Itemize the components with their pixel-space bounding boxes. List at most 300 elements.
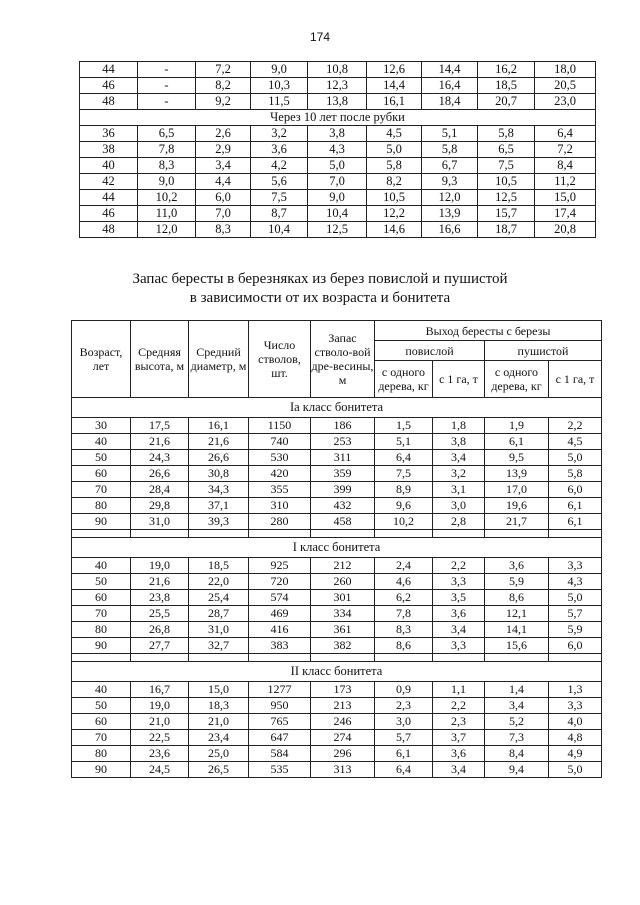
table-cell: 23,8 [131,590,189,606]
table-cell: 4,4 [196,174,251,190]
table-cell: 6,1 [549,498,602,514]
table-row [80,222,596,238]
table-row [72,466,602,482]
table-cell: 21,0 [189,714,249,730]
table-cell: 6,5 [478,142,535,158]
table-cell: 1150 [249,418,311,434]
table-cell: 4,5 [549,434,602,450]
table-cell: 5,1 [422,126,478,142]
table-cell: 4,3 [308,142,367,158]
table-row [72,498,602,514]
table-cell: 18,5 [478,78,535,94]
spacer-row [72,654,602,662]
table-cell: 8,7 [251,206,308,222]
table-cell: 70 [72,606,131,622]
table-cell: 9,0 [138,174,196,190]
table-cell: 26,6 [189,450,249,466]
table-cell: 60 [72,590,131,606]
table-cell: 3,3 [549,558,602,574]
table-cell: 310 [249,498,311,514]
table-cell: 212 [311,558,375,574]
site-class-label: Iа класс бонитета [72,398,602,418]
header-age: Возраст, лет [72,321,131,398]
table-cell: 20,7 [478,94,535,110]
table-cell: 48 [80,94,138,110]
table-cell: 925 [249,558,311,574]
header-stems: Число стволов, шт. [249,321,311,398]
table-row [80,158,596,174]
table-cell: 3,0 [433,498,485,514]
table-cell: 12,5 [308,222,367,238]
table-cell: 12,1 [485,606,549,622]
table-row [80,206,596,222]
table-cell: 24,3 [131,450,189,466]
table-row [72,622,602,638]
table-cell: 10,4 [308,206,367,222]
spacer-cell [249,530,311,538]
subheader-after-felling: Через 10 лет после рубки [80,110,596,126]
table-cell: 5,1 [375,434,433,450]
table-cell: 2,2 [433,698,485,714]
table-cell: 5,9 [549,622,602,638]
table-cell: 28,4 [131,482,189,498]
table-cell: 14,6 [367,222,422,238]
table-cell: 50 [72,698,131,714]
table-cell: 3,0 [375,714,433,730]
table-cell: 18,3 [189,698,249,714]
table-cell: 17,5 [131,418,189,434]
table-cell: 382 [311,638,375,654]
table-cell: 22,0 [189,574,249,590]
table-cell: 16,7 [131,682,189,698]
table-row [72,682,602,698]
table-cell: 18,4 [422,94,478,110]
table-cell: 44 [80,190,138,206]
table-cell: 3,1 [433,482,485,498]
table-cell: 6,0 [196,190,251,206]
spacer-cell [311,654,375,662]
table-cell: 7,8 [375,606,433,622]
table-cell: 7,2 [535,142,596,158]
table-cell: 8,6 [485,590,549,606]
table-cell: 25,0 [189,746,249,762]
table-cell: 4,3 [549,574,602,590]
table-cell: 10,5 [478,174,535,190]
table-cell: 10,2 [138,190,196,206]
table-cell: 399 [311,482,375,498]
table-cell: 80 [72,746,131,762]
table-cell: 17,4 [535,206,596,222]
table-cell: 7,2 [196,62,251,78]
table-cell: 9,6 [375,498,433,514]
site-class-label: II класс бонитета [72,662,602,682]
table-cell: 39,3 [189,514,249,530]
table-cell: 4,2 [251,158,308,174]
table-cell: 4,8 [549,730,602,746]
table-cell: 740 [249,434,311,450]
table-cell: 173 [311,682,375,698]
table-cell: 16,2 [478,62,535,78]
table-cell: 40 [80,158,138,174]
table-cell: 50 [72,574,131,590]
spacer-cell [433,654,485,662]
table-cell: 16,1 [367,94,422,110]
spacer-cell [249,654,311,662]
table-cell: 19,0 [131,698,189,714]
table-cell: 359 [311,466,375,482]
table-cell: 9,4 [485,762,549,778]
table-cell: 5,9 [485,574,549,590]
table-cell: 15,0 [189,682,249,698]
table-cell: 3,7 [433,730,485,746]
table-cell: 4,0 [549,714,602,730]
table-cell: 15,0 [535,190,596,206]
table-row [72,450,602,466]
table-row [72,434,602,450]
table-row [72,698,602,714]
table-cell: 469 [249,606,311,622]
table-cell: 535 [249,762,311,778]
table-cell: 9,3 [422,174,478,190]
table-cell: 46 [80,206,138,222]
table-cell: 17,0 [485,482,549,498]
table-row [72,762,602,778]
site-class-label-row [72,398,602,418]
table-cell: 416 [249,622,311,638]
table-cell: 0,9 [375,682,433,698]
table-cell: 14,1 [485,622,549,638]
table-cell: 334 [311,606,375,622]
table-cell: 5,0 [367,142,422,158]
table-cell: 16,6 [422,222,478,238]
header-diameter: Средний диаметр, м [189,321,249,398]
table-cell: 60 [72,466,131,482]
spacer-cell [189,654,249,662]
table-cell: 7,5 [251,190,308,206]
table-cell: 9,0 [308,190,367,206]
table-cell: 36 [80,126,138,142]
table-cell: 3,4 [433,622,485,638]
table-cell: 40 [72,434,131,450]
table-cell: 10,3 [251,78,308,94]
table-cell: 11,5 [251,94,308,110]
table-cell: 420 [249,466,311,482]
continued-table-body [80,62,596,238]
table-row [72,730,602,746]
table-cell: 30,8 [189,466,249,482]
site-class-label-row [72,538,602,558]
table-cell: 8,4 [485,746,549,762]
table-cell: 296 [311,746,375,762]
table-cell: 25,4 [189,590,249,606]
table-cell: 18,0 [535,62,596,78]
table-cell: 5,0 [308,158,367,174]
table-cell: 6,1 [549,514,602,530]
table-cell: 3,4 [433,450,485,466]
table-cell: 34,3 [189,482,249,498]
table-cell: 10,8 [308,62,367,78]
table-cell: 432 [311,498,375,514]
table-cell: 280 [249,514,311,530]
table-cell: 24,5 [131,762,189,778]
table-cell: 27,7 [131,638,189,654]
spacer-cell [131,530,189,538]
table-cell: 2,2 [549,418,602,434]
table-cell: 12,3 [308,78,367,94]
spacer-row [72,530,602,538]
table-row [72,482,602,498]
table-cell: 313 [311,762,375,778]
table-cell: 3,6 [433,746,485,762]
table-cell: 4,5 [367,126,422,142]
page-number: 174 [309,30,331,44]
table-cell: 4,6 [375,574,433,590]
table-cell: 765 [249,714,311,730]
table-cell: 42 [80,174,138,190]
table-cell: 213 [311,698,375,714]
table-cell: 25,5 [131,606,189,622]
table-row [80,190,596,206]
table-cell: 5,0 [549,590,602,606]
table-cell: 3,6 [251,142,308,158]
spacer-cell [131,654,189,662]
continued-table [79,61,596,238]
table-cell: 21,7 [485,514,549,530]
table-cell: 20,5 [535,78,596,94]
table-cell: 361 [311,622,375,638]
table-cell: 7,3 [485,730,549,746]
table-cell: 3,4 [485,698,549,714]
table-cell: 12,6 [367,62,422,78]
table-cell: 13,9 [485,466,549,482]
table-cell: 2,8 [433,514,485,530]
table-cell: 3,5 [433,590,485,606]
table-cell: 8,3 [375,622,433,638]
table-cell: 40 [72,558,131,574]
spacer-cell [549,530,602,538]
table-cell: 5,7 [549,606,602,622]
table-cell: 3,3 [433,574,485,590]
table-row [72,606,602,622]
table-cell: 647 [249,730,311,746]
table-cell: 12,2 [367,206,422,222]
birch-bark-table [71,320,602,778]
table-cell: 8,2 [367,174,422,190]
spacer-cell [311,530,375,538]
header-height: Средняя высота, м [131,321,189,398]
site-class-label: I класс бонитета [72,538,602,558]
table-cell: 6,2 [375,590,433,606]
birch-bark-table-body [72,398,602,778]
table-cell: 12,5 [478,190,535,206]
table-row [80,78,596,94]
spacer-cell [485,530,549,538]
table-cell: 1,4 [485,682,549,698]
table-cell: 7,5 [375,466,433,482]
table-cell: 16,4 [422,78,478,94]
header-stock: Запас стволо-вой дре-весины, м [311,321,375,398]
table-cell: 8,3 [196,222,251,238]
table-cell: 14,4 [422,62,478,78]
table-cell: 3,8 [308,126,367,142]
table-cell: 5,2 [485,714,549,730]
table-cell: 8,3 [138,158,196,174]
table-cell: 5,0 [549,450,602,466]
table-cell: 18,7 [478,222,535,238]
table-cell: 19,6 [485,498,549,514]
table-cell: 10,2 [375,514,433,530]
table-cell: 16,1 [189,418,249,434]
table-cell: 260 [311,574,375,590]
table-cell: 23,4 [189,730,249,746]
table-cell: 3,4 [433,762,485,778]
table-cell: 6,4 [375,762,433,778]
table-cell: 5,8 [422,142,478,158]
table-header [72,321,602,398]
table-cell: 6,0 [549,482,602,498]
header-pubescens-per-ha: с 1 га, т [549,361,602,398]
table-cell: - [138,94,196,110]
table-cell: 60 [72,714,131,730]
table-cell: 1,1 [433,682,485,698]
spacer-cell [72,530,131,538]
table-cell: 6,0 [549,638,602,654]
spacer-cell [375,530,433,538]
table-cell: 20,8 [535,222,596,238]
table-cell: 530 [249,450,311,466]
table-cell: 7,5 [478,158,535,174]
table-cell: 70 [72,730,131,746]
table-cell: 5,6 [251,174,308,190]
header-pendula-per-tree: с одного дерева, кг [375,361,433,398]
table-row [80,94,596,110]
table-cell: 13,8 [308,94,367,110]
header-pubescens-per-tree: с одного дерева, кг [485,361,549,398]
table-cell: 10,4 [251,222,308,238]
table-cell: 38 [80,142,138,158]
table-cell: 37,1 [189,498,249,514]
table-cell: - [138,62,196,78]
table-row [72,590,602,606]
spacer-cell [72,654,131,662]
table-row [72,714,602,730]
table-cell: 44 [80,62,138,78]
spacer-cell [375,654,433,662]
table-cell: 6,4 [535,126,596,142]
table-cell: 18,5 [189,558,249,574]
site-class-label-row [72,662,602,682]
table-cell: 2,3 [375,698,433,714]
table-row [72,558,602,574]
spacer-cell [549,654,602,662]
table-cell: 21,6 [131,574,189,590]
table-cell: 2,2 [433,558,485,574]
table-cell: 5,8 [478,126,535,142]
table-cell: 7,8 [138,142,196,158]
table-cell: 8,6 [375,638,433,654]
table-cell: 246 [311,714,375,730]
table-cell: 8,9 [375,482,433,498]
table-cell: 2,6 [196,126,251,142]
table-cell: 21,0 [131,714,189,730]
table-cell: 186 [311,418,375,434]
table-cell: 5,8 [367,158,422,174]
table-cell: 1,3 [549,682,602,698]
table-cell: 28,7 [189,606,249,622]
table-cell: 15,7 [478,206,535,222]
table-cell: 3,6 [485,558,549,574]
spacer-cell [485,654,549,662]
table-cell: 23,0 [535,94,596,110]
table-cell: 50 [72,450,131,466]
table-cell: 26,5 [189,762,249,778]
table-cell: 6,5 [138,126,196,142]
table-cell: 1277 [249,682,311,698]
table-cell: 253 [311,434,375,450]
table-cell: 3,6 [433,606,485,622]
table-cell: 584 [249,746,311,762]
table-cell: 80 [72,622,131,638]
table-cell: 1,8 [433,418,485,434]
table-cell: 21,6 [131,434,189,450]
table-row [80,142,596,158]
table-cell: 2,4 [375,558,433,574]
table-row [80,174,596,190]
table-cell: 274 [311,730,375,746]
table-cell: 48 [80,222,138,238]
table-cell: 31,0 [189,622,249,638]
table-row [80,126,596,142]
table-cell: 29,8 [131,498,189,514]
table-cell: 950 [249,698,311,714]
table-cell: 90 [72,514,131,530]
table-cell: 22,5 [131,730,189,746]
table-cell: 10,5 [367,190,422,206]
table-cell: 3,3 [433,638,485,654]
table-cell: 5,8 [549,466,602,482]
table-cell: 574 [249,590,311,606]
table-cell: 7,0 [308,174,367,190]
table-cell: 13,9 [422,206,478,222]
table-cell: 31,0 [131,514,189,530]
table-row [72,574,602,590]
table-row [72,514,602,530]
table-cell: 2,3 [433,714,485,730]
table-cell: 458 [311,514,375,530]
table-cell: 19,0 [131,558,189,574]
table-cell: 8,4 [535,158,596,174]
table-cell: 1,5 [375,418,433,434]
table-row [80,62,596,78]
table-cell: 90 [72,638,131,654]
table-cell: 21,6 [189,434,249,450]
subheader-after-felling-row [80,110,596,126]
table-cell: - [138,78,196,94]
table-row [72,638,602,654]
table-cell: 4,9 [549,746,602,762]
section-title-line-1: Запас бересты в березняках из берез повислой и пушистой [132,271,508,287]
table-cell: 3,2 [251,126,308,142]
table-cell: 311 [311,450,375,466]
table-cell: 9,2 [196,94,251,110]
header-yield: Выход бересты с березы [375,321,602,341]
section-title [0,270,640,308]
table-cell: 6,7 [422,158,478,174]
table-cell: 12,0 [138,222,196,238]
table-cell: 1,9 [485,418,549,434]
table-row [72,746,602,762]
header-pubescens: пушистой [485,341,602,361]
